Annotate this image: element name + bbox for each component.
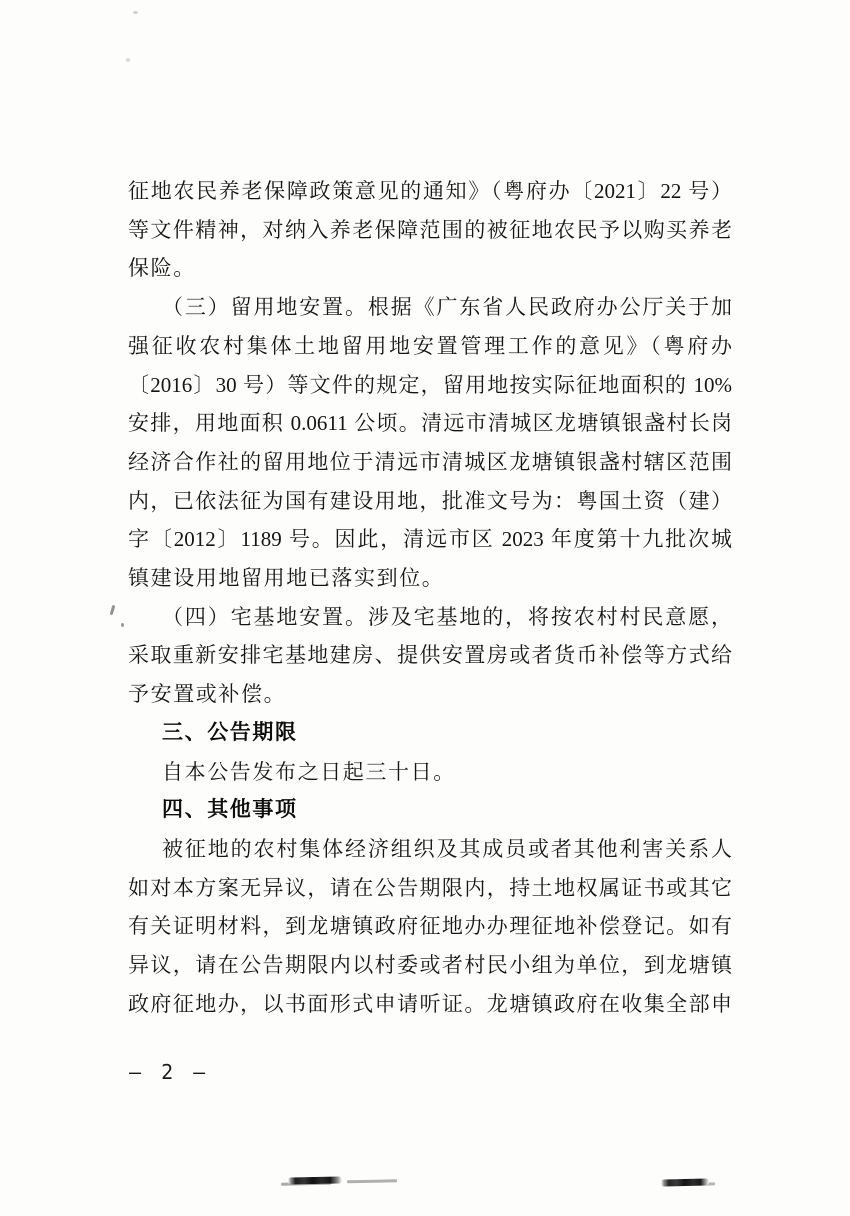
text-line: 有关证明材料，到龙塘镇政府征地办办理征地补偿登记。如有 xyxy=(128,914,732,939)
document-body xyxy=(128,172,732,1023)
text-line: （三）留用地安置。根据《广东省人民政府办公厅关于加 xyxy=(162,295,732,320)
text-line: 字〔2012〕1189 号。因此，清远市区 2023 年度第十九批次城 xyxy=(128,527,732,552)
section-heading: 四、其他事项 xyxy=(162,798,298,822)
scan-smudge-icon xyxy=(661,1178,709,1186)
page-number: – 2 – xyxy=(129,1060,210,1084)
scan-mark-icon xyxy=(121,623,124,627)
text-line: 经济合作社的留用地位于清远市清城区龙塘镇银盏村辖区范围 xyxy=(128,449,732,474)
text-line: 采取重新安排宅基地建房、提供安置房或者货币补偿等方式给 xyxy=(128,643,732,668)
text-line: 等文件精神，对纳入养老保障范围的被征地农民予以购买养老 xyxy=(128,217,732,242)
text-line: 予安置或补偿。 xyxy=(128,682,287,707)
text-line: 异议，请在公告期限内以村委或者村民小组为单位，到龙塘镇 xyxy=(128,953,732,978)
text-line: （四）宅基地安置。涉及宅基地的，将按农村村民意愿， xyxy=(162,604,732,629)
section-heading: 三、公告期限 xyxy=(162,720,298,744)
text-line: 保险。 xyxy=(128,256,196,281)
scan-smudge-icon xyxy=(288,1176,342,1184)
text-line: 政府征地办，以书面形式申请听证。龙塘镇政府在收集全部申 xyxy=(128,991,732,1016)
text-line: 内，已依法征为国有建设用地，批准文号为：粤国土资（建） xyxy=(128,488,732,513)
text-line: 安排，用地面积 0.0611 公顷。清远市清城区龙塘镇银盏村长岗 xyxy=(128,411,732,436)
scan-speck-icon xyxy=(133,11,138,14)
scan-mark-icon xyxy=(110,605,116,615)
text-line: 〔2016〕30 号）等文件的规定，留用地按实际征地面积的 10% xyxy=(128,372,732,397)
text-line: 征地农民养老保障政策意见的通知》（粤府办〔2021〕22 号） xyxy=(128,179,732,203)
text-line: 强征收农村集体土地留用地安置管理工作的意见》（粤府办 xyxy=(128,333,732,358)
text-line: 被征地的农村集体经济组织及其成员或者其他利害关系人 xyxy=(162,836,732,861)
text-line: 如对本方案无异议，请在公告期限内，持土地权属证书或其它 xyxy=(128,875,732,900)
text-line: 自本公告发布之日起三十日。 xyxy=(162,759,456,784)
scan-speck-icon xyxy=(126,58,130,62)
text-line: 镇建设用地留用地已落实到位。 xyxy=(128,566,445,591)
